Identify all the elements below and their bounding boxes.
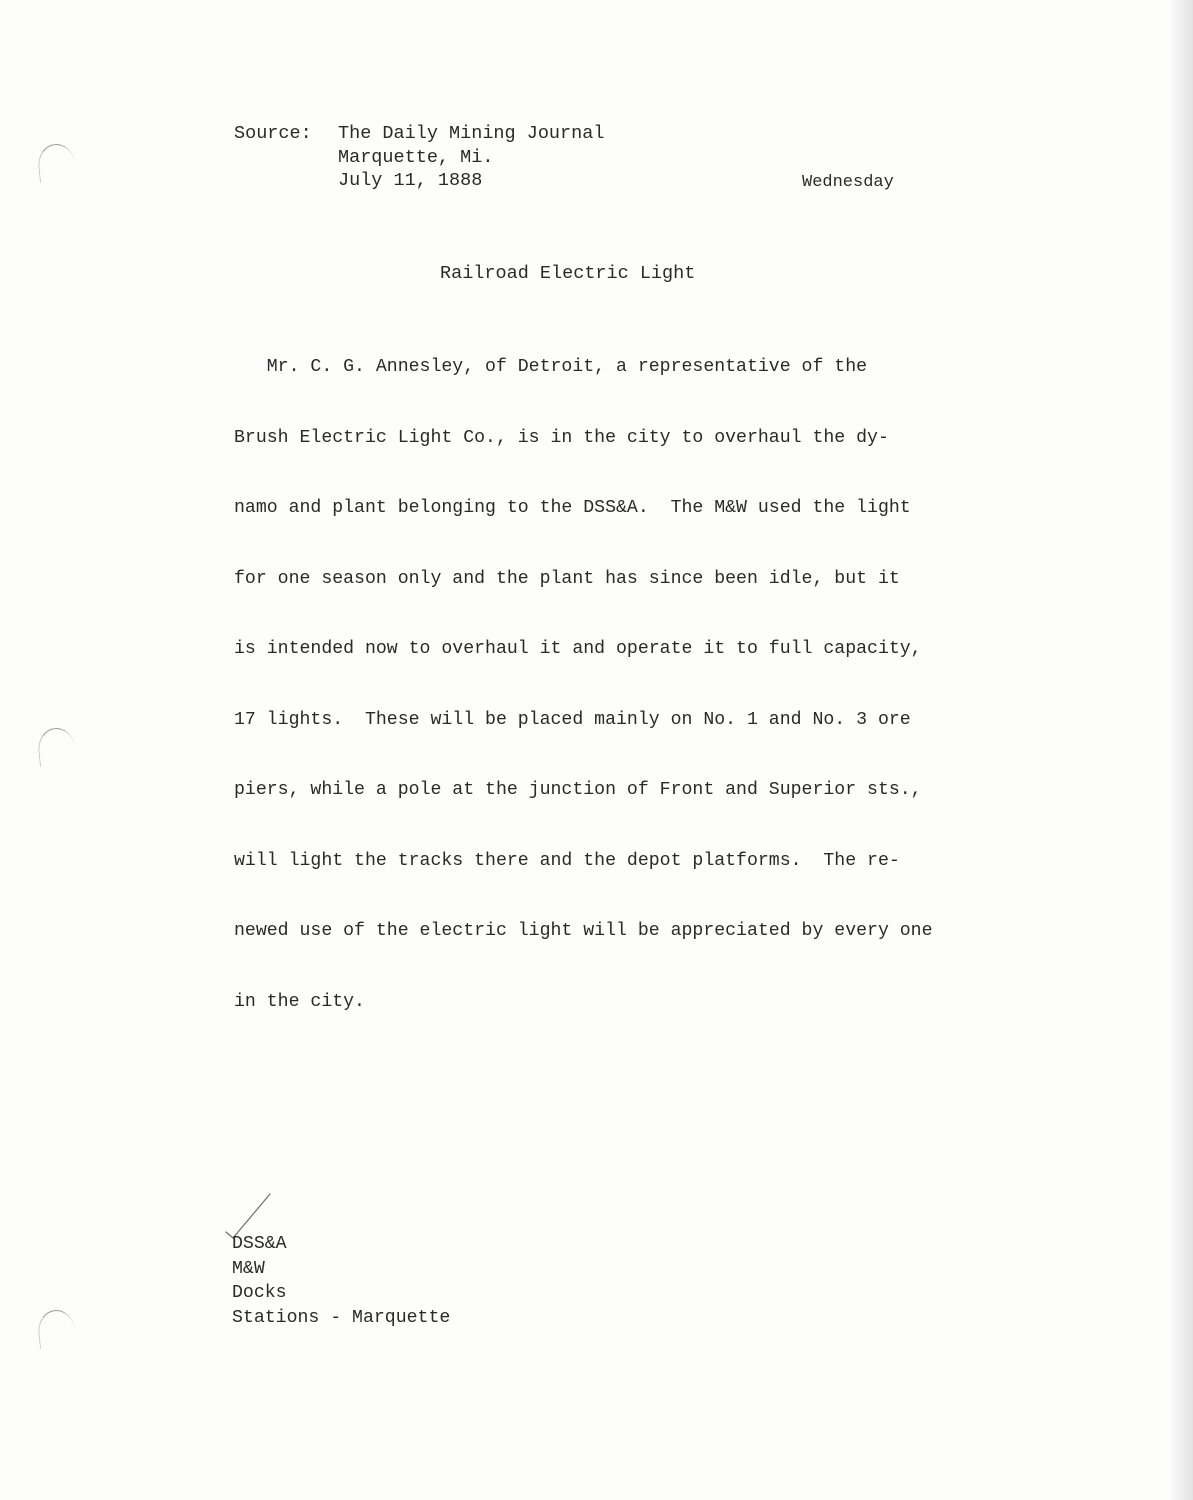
article-line: in the city.: [234, 991, 365, 1012]
article-body: [234, 309, 974, 1061]
article-line: is intended now to overhaul it and operate it to full capacity,: [234, 639, 922, 659]
punch-hole-top: [36, 142, 77, 183]
article-line: Mr. C. G. Annesley, of Detroit, a representative of the: [234, 357, 868, 377]
article-line: Brush Electric Light Co., is in the city to overhaul the dy-: [234, 427, 889, 448]
tag-item: M&W: [232, 1258, 265, 1279]
tag-item: Stations - Marquette: [232, 1307, 451, 1328]
tag-item: Docks: [232, 1283, 287, 1303]
index-tags: [232, 1232, 450, 1330]
article-line: will light the tracks there and the depot platforms. The re-: [234, 850, 900, 871]
article-line: namo and plant belonging to the DSS&A. The M&W used the light: [234, 498, 911, 518]
source-publication: The Daily Mining Journal: [338, 123, 605, 144]
tag-item: DSS&A: [232, 1234, 287, 1254]
punch-hole-middle: [36, 726, 77, 767]
article-line: newed use of the electric light will be appreciated by every one: [234, 921, 933, 941]
article-line: for one season only and the plant has since been idle, but it: [234, 568, 900, 589]
article-line: 17 lights. These will be placed mainly on No. 1 and No. 3 ore: [234, 709, 911, 730]
page-edge-shadow: [1167, 0, 1193, 1500]
source-block: [234, 122, 604, 193]
article-headline: Railroad Electric Light: [440, 263, 696, 284]
source-weekday: Wednesday: [802, 173, 894, 192]
source-date: July 11, 1888: [338, 170, 483, 191]
punch-hole-bottom: [36, 1308, 77, 1349]
article-line: piers, while a pole at the junction of Front and Superior sts.,: [234, 780, 922, 800]
source-label: Source:: [234, 123, 312, 144]
source-place: Marquette, Mi.: [338, 146, 494, 168]
